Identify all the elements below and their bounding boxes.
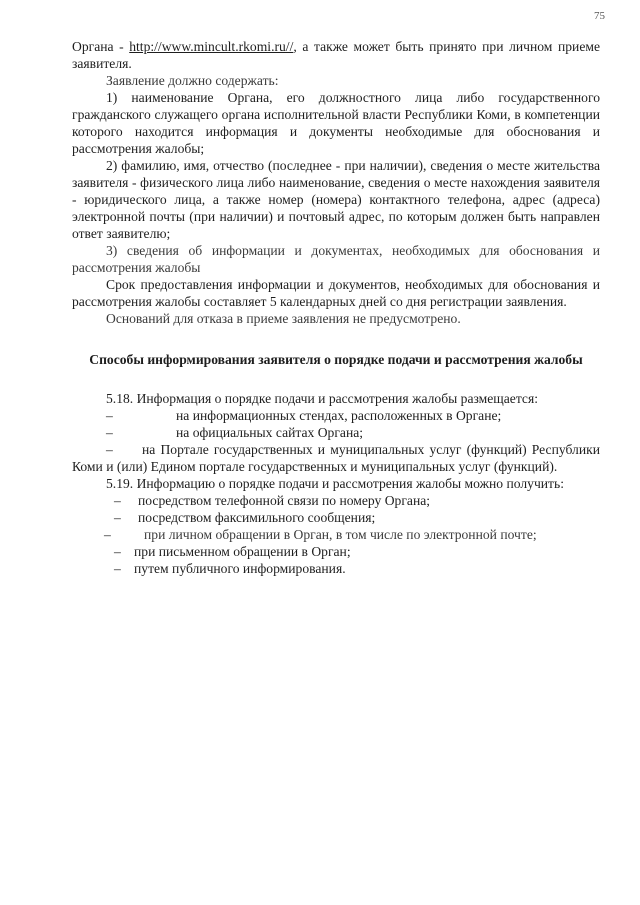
dash-marker: – bbox=[106, 442, 113, 457]
section-heading: Способы информирования заявителя о порядке подачи и рассмотрения жалобы bbox=[89, 352, 583, 367]
term-paragraph: Срок предоставления информации и документов, необходимых для обоснования и рассмотрения жалобы составляет 5 календарных дней со дня регистрации заявления. bbox=[72, 277, 600, 309]
list-item bbox=[72, 424, 600, 441]
no-refusal-paragraph: Оснований для отказа в приеме заявления не предусмотрено. bbox=[106, 311, 461, 326]
dash-marker: – bbox=[104, 527, 111, 542]
list-item-text: при личном обращении в Орган, в том числе по электронной почте; bbox=[144, 527, 537, 542]
list-item-text: на Портале государственных и муниципальных услуг (функций) Республики Коми и (или) Едином портале государственных и муниципальных услуг (функций). bbox=[72, 442, 600, 474]
dash-marker: – bbox=[114, 493, 121, 508]
dash-marker: – bbox=[114, 561, 121, 576]
requirement-item-2: 2) фамилию, имя, отчество (последнее - при наличии), сведения о месте жительства заявителя - физического лица либо наименование, сведения о месте нахождения заявителя - юридического лица, а также номер (номера) контактного телефона, адрес (адреса) электронной почты (при наличии) и почтовый адрес, по которым должен быть направлен ответ заявителю; bbox=[72, 158, 600, 241]
list-item bbox=[72, 526, 600, 543]
list-item bbox=[72, 407, 600, 424]
ministry-link[interactable]: http://www.mincult.rkomi.ru// bbox=[129, 39, 294, 54]
dash-marker: – bbox=[114, 544, 121, 559]
list-item-text: на информационных стендах, расположенных в Органе; bbox=[176, 408, 502, 423]
list-item-text: при письменном обращении в Орган; bbox=[134, 544, 351, 559]
intro-text-end: , а также может быть принято при личном приеме заявителя. bbox=[72, 39, 600, 71]
dash-marker: – bbox=[106, 425, 113, 440]
list-item bbox=[72, 492, 600, 509]
requirement-item-3: 3) сведения об информации и документах, необходимых для обоснования и рассмотрения жалобы bbox=[72, 243, 600, 275]
dash-marker: – bbox=[106, 408, 113, 423]
list-item bbox=[72, 560, 600, 577]
clause-5-18: 5.18. Информация о порядке подачи и рассмотрения жалобы размещается: bbox=[106, 391, 538, 406]
list-item bbox=[72, 543, 600, 560]
requirement-item-1: 1) наименование Органа, его должностного лица либо государственного гражданского служащего органа исполнительной власти Республики Коми, в компетенции которого находится информация и документы необходимые для обоснования и рассмотрения жалобы; bbox=[72, 90, 600, 156]
list-item bbox=[72, 509, 600, 526]
list-item-text: посредством факсимильного сообщения; bbox=[138, 510, 376, 525]
list-item-text: путем публичного информирования. bbox=[134, 561, 346, 576]
intro-text: Органа - bbox=[72, 39, 130, 54]
clause-5-19: 5.19. Информацию о порядке подачи и рассмотрения жалобы можно получить: bbox=[106, 476, 564, 491]
document-body bbox=[72, 38, 600, 577]
must-contain-text: Заявление должно содержать: bbox=[106, 73, 279, 88]
list-item-text: посредством телефонной связи по номеру Органа; bbox=[138, 493, 431, 508]
page-number: 75 bbox=[594, 10, 605, 22]
dash-marker: – bbox=[114, 510, 121, 525]
list-item-text: на официальных сайтах Органа; bbox=[176, 425, 364, 440]
intro-paragraph bbox=[72, 38, 600, 72]
list-item bbox=[72, 441, 600, 475]
